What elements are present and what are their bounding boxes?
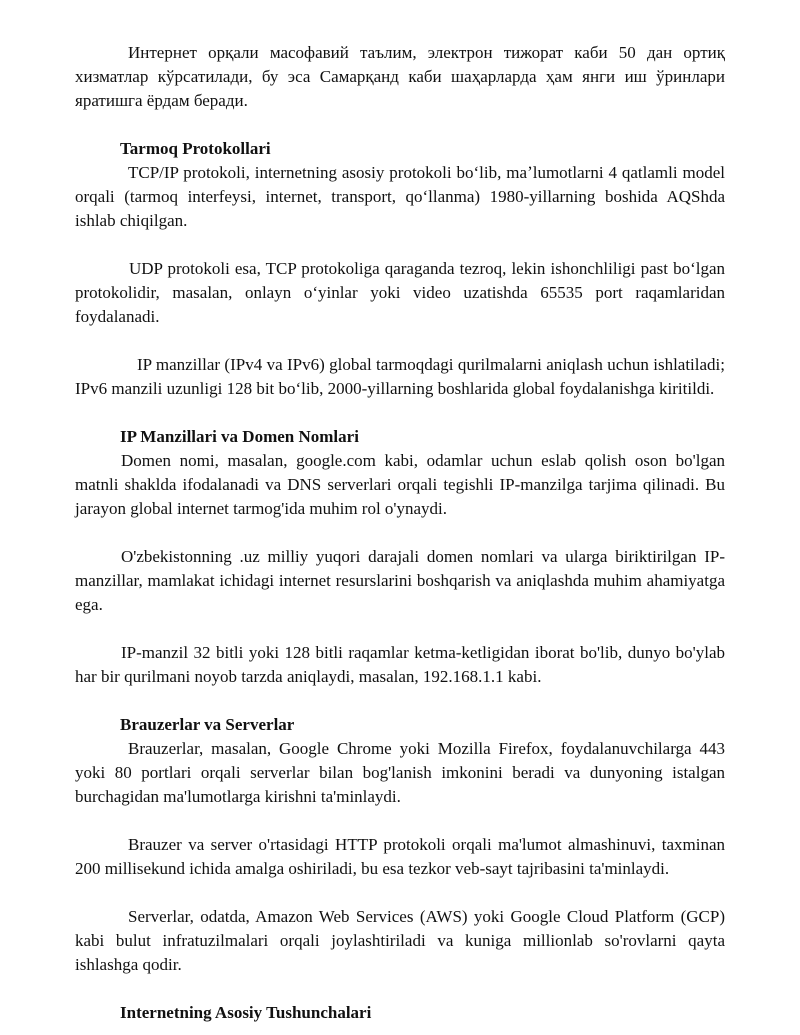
- paragraph-tcp-ip: TCP/IP protokoli, internetning asosiy protokoli boʻlib, maʼlumotlarni 4 qatlamli model orqali (tarmoq interfeysi, internet, transport, qoʻllanma) 1980-yillarning boshida AQShda ishlab chiqilgan.: [75, 163, 725, 230]
- paragraph-browsers: Brauzerlar, masalan, Google Chrome yoki Mozilla Firefox, foydalanuvchilarga 443 yoki 80 portlari orqali serverlar bilan bog'lanish imkonini beradi va dunyoning istalgan burchagidan ma'lumotlarga kirishni ta'minlaydi.: [75, 739, 725, 806]
- section-heading-internet-concepts: Internetning Asosiy Tushunchalari: [120, 1003, 372, 1022]
- paragraph-servers-cloud: Serverlar, odatda, Amazon Web Services (AWS) yoki Google Cloud Platform (GCP) kabi bulut infratuzilmalari orqali joylashtiriladi va kuniga millionlab so'rovlarni qayta ishlashga qodir.: [75, 907, 725, 974]
- paragraph-domain-name: Domen nomi, masalan, google.com kabi, odamlar uchun eslab qolish oson bo'lgan matnli shaklda ifodalanadi va DNS serverlari orqali tegishli IP-manzilga tarjima qilinadi. Bu jarayon global internet tarmog'ida muhim rol o'ynaydi.: [75, 451, 725, 518]
- section-heading-ip-domains: IP Manzillari va Domen Nomlari: [120, 427, 359, 446]
- section-heading-browsers-servers: Brauzerlar va Serverlar: [120, 715, 295, 734]
- paragraph-uz-domain: O'zbekistonning .uz milliy yuqori darajali domen nomlari va ularga biriktirilgan IP-manzillar, mamlakat ichidagi internet resurslarini boshqarish va aniqlashda muhim ahamiyatga ega.: [75, 547, 725, 614]
- paragraph-ip-bits: IP-manzil 32 bitli yoki 128 bitli raqamlar ketma-ketligidan iborat bo'lib, dunyo bo'ylab har bir qurilmani noyob tarzda aniqlaydi, masalan, 192.168.1.1 kabi.: [75, 643, 725, 686]
- paragraph-ip-addresses: IP manzillar (IPv4 va IPv6) global tarmoqdagi qurilmalarni aniqlash uchun ishlatiladi; IPv6 manzili uzunligi 128 bit boʻlib, 2000-yillarning boshlarida global foydalanishga kiritildi.: [75, 355, 725, 398]
- document-body: [75, 41, 725, 1025]
- paragraph-udp: UDP protokoli esa, TCP protokoliga qaraganda tezroq, lekin ishonchliligi past boʻlgan protokolidir, masalan, onlayn oʻyinlar yoki video uzatishda 65535 port raqamlaridan foydalanadi.: [75, 259, 725, 326]
- paragraph-http: Brauzer va server o'rtasidagi HTTP protokoli orqali ma'lumot almashinuvi, taxminan 200 millisekund ichida amalga oshiriladi, bu esa tezkor veb-sayt tajribasini ta'minlaydi.: [75, 835, 725, 878]
- section-heading-protocols: Tarmoq Protokollari: [120, 139, 271, 158]
- intro-paragraph: Интернет орқали масофавий таълим, электрон тижорат каби 50 дан ортиқ хизматлар кўрсатилади, бу эса Самарқанд каби шаҳарларда ҳам янги иш ўринлари яратишга ёрдам беради.: [75, 43, 725, 110]
